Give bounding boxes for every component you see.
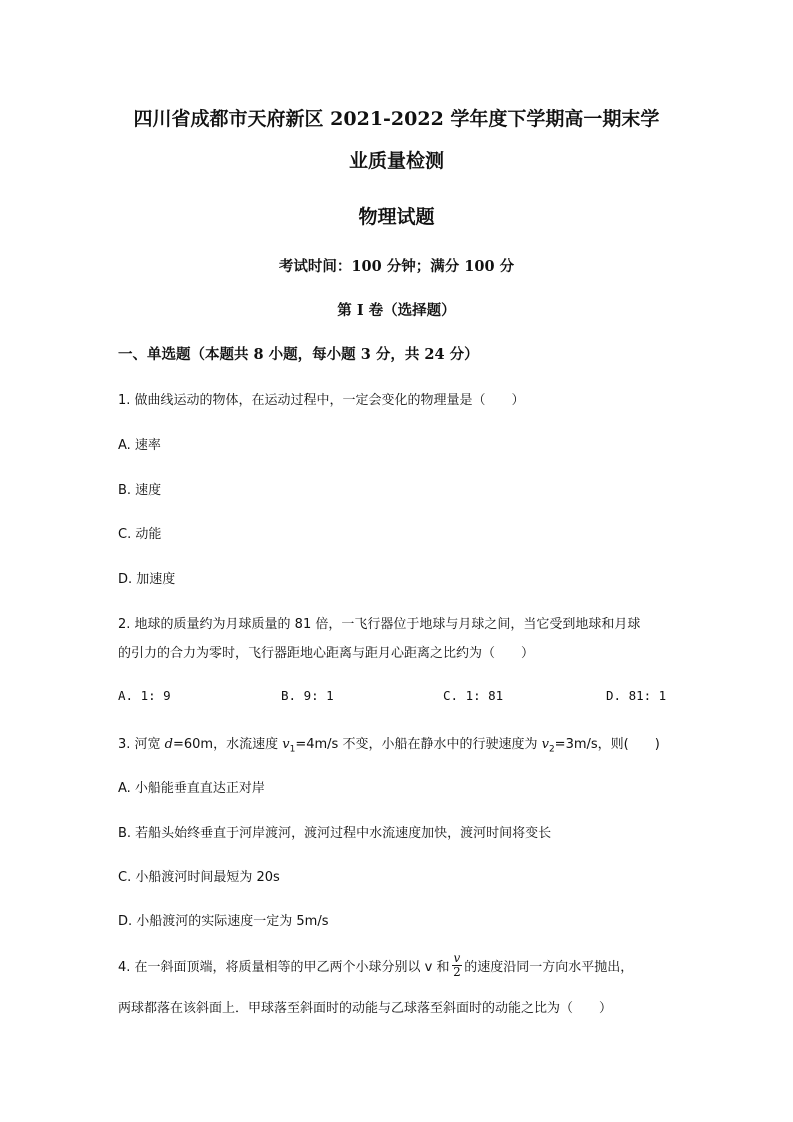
question-2-option-a: A. 1: 9 <box>118 688 171 703</box>
volume-heading: 第 I 卷（选择题） <box>337 302 456 319</box>
question-4-stem-line-2: 两球都落在该斜面上．甲球落至斜面时的动能与乙球落至斜面时的动能之比为（ ） <box>118 1001 613 1016</box>
variable-d: d <box>164 737 173 752</box>
question-3-option-b: B. 若船头始终垂直于河岸渡河，渡河过程中水流速度加快，渡河时间将变长 <box>118 826 552 841</box>
variable-v1: v <box>282 737 290 752</box>
question-1-option-d: D. 加速度 <box>118 572 176 587</box>
subject-title: 物理试题 <box>358 206 435 228</box>
question-1-option-b: B. 速度 <box>118 483 162 498</box>
question-2-option-d: D. 81: 1 <box>606 688 667 703</box>
question-2-option-b: B. 9: 1 <box>281 688 334 703</box>
question-2-stem-line-1: 2. 地球的质量约为月球质量的 81 倍，一飞行器位于地球与月球之间，当它受到地球和月球 <box>118 617 641 632</box>
question-4-stem-line-1: 4. 在一斜面顶端，将质量相等的甲乙两个小球分别以 v 和 $\frac{v}{2}$ 的速度沿同一方向水平抛出， <box>118 951 634 979</box>
question-2-stem-line-2: 的引力的合力为零时，飞行器距地心距离与距月心距离之比约为（ ） <box>118 646 535 661</box>
fraction-v-over-2: $\frac{v}{2}$ <box>453 951 461 979</box>
exam-info: 考试时间：100 分钟；满分 100 分 <box>278 258 515 275</box>
question-1-stem: 1. 做曲线运动的物体，在运动过程中，一定会变化的物理量是（ ） <box>118 393 525 408</box>
exam-title-line-1: 四川省成都市天府新区 2021-2022 学年度下学期高一期末学 <box>133 108 660 130</box>
question-1-option-c: C. 动能 <box>118 527 162 542</box>
question-3-stem: 3. 河宽 d=60m，水流速度 $v_1=4m/s$ 不变，小船在静水中的行驶速度为 $v_2=3m/s$，则( ) <box>118 737 660 755</box>
variable-v2: v <box>541 737 549 752</box>
question-3-option-d: D. 小船渡河的实际速度一定为 5m/s <box>118 914 329 929</box>
question-2-option-c: C. 1: 81 <box>443 688 504 703</box>
question-1-option-a: A. 速率 <box>118 438 161 453</box>
exam-title-line-2: 业质量检测 <box>348 150 444 172</box>
question-3-option-c: C. 小船渡河时间最短为 20s <box>118 870 280 885</box>
section-heading-single-choice: 一、单选题（本题共 8 小题，每小题 3 分，共 24 分） <box>118 346 479 363</box>
question-3-option-a: A. 小船能垂直直达正对岸 <box>118 781 265 796</box>
